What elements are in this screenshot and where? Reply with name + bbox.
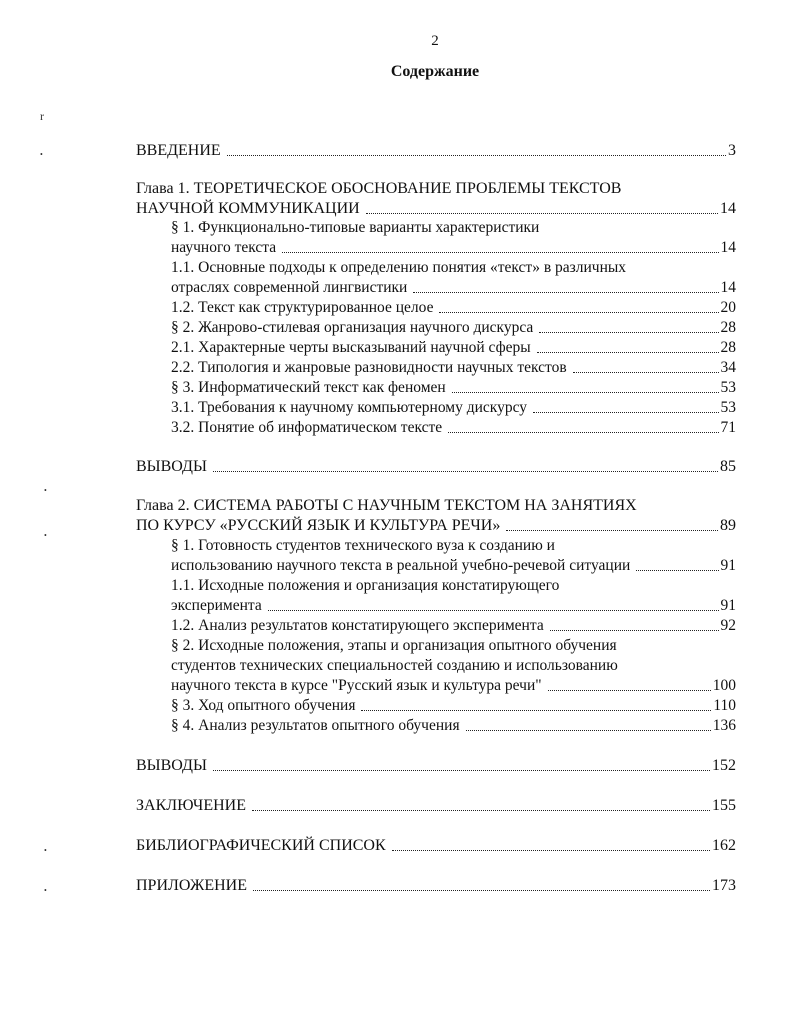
toc-entry-line — [171, 278, 736, 298]
toc-entry-line — [171, 596, 736, 616]
toc-page-number: 14 — [720, 279, 736, 296]
toc-entry-text: НАУЧНОЙ КОММУНИКАЦИИ — [136, 200, 360, 217]
margin-mark: • — [44, 486, 47, 495]
toc-entry-line — [171, 298, 736, 318]
dot-leader — [448, 432, 718, 433]
toc-page-number: 3 — [728, 142, 736, 159]
toc-page-number: 91 — [720, 557, 736, 574]
toc-entry — [171, 298, 736, 318]
toc-entry — [171, 318, 736, 338]
dot-leader — [537, 352, 719, 353]
toc-entry-line — [171, 556, 736, 576]
toc-entry — [136, 876, 736, 896]
toc-page-number: 14 — [720, 239, 736, 256]
toc-entry-text: § 1. Функционально-типовые варианты характеристики — [171, 219, 540, 236]
toc-entry-text: ВЫВОДЫ — [136, 757, 207, 774]
toc-page-number: 53 — [720, 399, 736, 416]
dot-leader — [439, 312, 718, 313]
toc-entry-line — [136, 756, 736, 776]
toc-entry — [171, 398, 736, 418]
dot-leader — [573, 372, 719, 373]
toc-entry-text: 1.2. Текст как структурированное целое — [171, 299, 434, 316]
toc-page-number: 155 — [712, 797, 736, 814]
page-number: 2 — [431, 33, 439, 49]
toc-entry-text: ПО КУРСУ «РУССКИЙ ЯЗЫК И КУЛЬТУРА РЕЧИ» — [136, 517, 501, 534]
toc-entry — [171, 418, 736, 438]
toc-entry — [171, 636, 736, 696]
toc-entry-text: ВЫВОДЫ — [136, 458, 207, 475]
toc-entry-text: отраслях современной лингвистики — [171, 279, 408, 296]
toc-page-number: 28 — [720, 319, 736, 336]
toc-entry-text: 1.1. Исходные положения и организация констатирующего — [171, 577, 560, 594]
toc-entry-line — [136, 796, 736, 816]
toc-page-number: 28 — [720, 339, 736, 356]
toc-entry-text: БИБЛИОГРАФИЧЕСКИЙ СПИСОК — [136, 837, 386, 854]
toc-entry-line — [171, 616, 736, 636]
toc-page-number: 173 — [712, 877, 736, 894]
margin-mark: r — [40, 109, 44, 123]
dot-leader — [506, 530, 718, 531]
toc-entry-line — [171, 716, 736, 736]
toc-entry-text: 2.1. Характерные черты высказываний научной сферы — [171, 339, 531, 356]
toc-entry-line — [136, 836, 736, 856]
toc-page-number: 110 — [713, 697, 736, 714]
dot-leader — [533, 412, 718, 413]
dot-leader — [539, 332, 718, 333]
toc-page-number: 152 — [712, 757, 736, 774]
toc-entry-text: научного текста в курсе "Русский язык и культура речи" — [171, 677, 542, 694]
toc-entry-line — [136, 457, 736, 477]
toc-entry-text: 3.1. Требования к научному компьютерному дискурсу — [171, 399, 528, 416]
toc-page-number: 71 — [720, 419, 736, 436]
dot-leader — [392, 850, 710, 851]
margin-mark: • — [44, 846, 47, 855]
dot-leader — [466, 730, 711, 731]
margin-mark: • — [44, 531, 47, 540]
toc-entry-text: 2.2. Типология и жанровые разновидности научных текстов — [171, 359, 567, 376]
toc-page-number: 85 — [720, 458, 736, 475]
toc-entry — [136, 756, 736, 776]
toc-entry — [136, 836, 736, 856]
toc-entry-line — [171, 696, 736, 716]
toc-entry — [171, 616, 736, 636]
dot-leader — [452, 392, 719, 393]
toc-page-number: 34 — [720, 359, 736, 376]
toc-page-number: 136 — [712, 717, 736, 734]
dot-leader — [213, 471, 718, 472]
dot-leader — [253, 890, 710, 891]
toc-entry-text: § 1. Готовность студентов технического вуза к созданию и — [171, 537, 555, 554]
dot-leader — [268, 610, 719, 611]
toc-page-number: 92 — [720, 617, 736, 634]
toc-page-number: 91 — [720, 597, 736, 614]
toc-entry-line — [171, 338, 736, 358]
dot-leader — [282, 252, 718, 253]
dot-leader — [548, 690, 711, 691]
toc-entry-text: эксперимента — [171, 597, 262, 614]
margin-mark: • — [40, 150, 43, 159]
toc-page-number: 53 — [720, 379, 736, 396]
toc-entry — [136, 179, 736, 219]
toc-title: Содержание — [390, 63, 480, 80]
toc-entry-line — [171, 676, 736, 696]
toc-page-number: 100 — [712, 677, 736, 694]
toc-entry-text: ВВЕДЕНИЕ — [136, 142, 221, 159]
toc-entry — [171, 716, 736, 736]
dot-leader — [366, 213, 718, 214]
toc-entry-text: § 3. Ход опытного обучения — [171, 697, 356, 714]
toc-entry-text: научного текста — [171, 239, 277, 256]
dot-leader — [227, 155, 726, 156]
toc-entry-line — [136, 876, 736, 896]
toc-entry — [171, 378, 736, 398]
toc-entry-text: 1.2. Анализ результатов констатирующего эксперимента — [171, 617, 544, 634]
dot-leader — [213, 770, 710, 771]
toc-entry — [171, 358, 736, 378]
toc-page-number: 89 — [720, 517, 736, 534]
toc-entry-text: использованию научного текста в реальной учебно-речевой ситуации — [171, 557, 631, 574]
toc-entry-line — [171, 418, 736, 438]
toc-entry — [171, 536, 736, 576]
toc-entry — [171, 576, 736, 616]
toc-entry — [171, 258, 736, 298]
toc-entry — [171, 218, 736, 258]
toc-entry-text: § 2. Исходные положения, этапы и организация опытного обучения — [171, 637, 617, 654]
toc-entry-text: Глава 1. ТЕОРЕТИЧЕСКОЕ ОБОСНОВАНИЕ ПРОБЛЕМЫ ТЕКСТОВ — [136, 180, 622, 197]
toc-entry-line — [171, 318, 736, 338]
toc-page-number: 14 — [720, 200, 736, 217]
toc-entry-line — [171, 398, 736, 418]
toc-entry-text: 1.1. Основные подходы к определению понятия «текст» в различных — [171, 259, 627, 276]
toc-entry — [136, 496, 736, 536]
toc-entry-line — [171, 238, 736, 258]
dot-leader — [361, 710, 711, 711]
toc-entry-text: студентов технических специальностей созданию и использованию — [171, 657, 618, 674]
toc-entry-line — [136, 516, 736, 536]
toc-entry-text: 3.2. Понятие об информатическом тексте — [171, 419, 443, 436]
toc-page-number: 20 — [720, 299, 736, 316]
toc-entry-line — [171, 358, 736, 378]
dot-leader — [550, 630, 719, 631]
toc-entry — [136, 796, 736, 816]
toc-entry-text: ПРИЛОЖЕНИЕ — [136, 877, 248, 894]
toc-entry-text: Глава 2. СИСТЕМА РАБОТЫ С НАУЧНЫМ ТЕКСТОМ НА ЗАНЯТИЯХ — [136, 497, 637, 514]
toc-entry — [171, 338, 736, 358]
toc-entry-text: § 2. Жанрово-стилевая организация научного дискурса — [171, 319, 534, 336]
toc-entry-line — [171, 378, 736, 398]
toc-entry-text: ЗАКЛЮЧЕНИЕ — [136, 797, 246, 814]
toc-entry-line — [136, 141, 736, 161]
toc-entry-line — [136, 199, 736, 219]
dot-leader — [413, 292, 718, 293]
toc-entry — [136, 141, 736, 161]
toc-entry — [171, 696, 736, 716]
margin-mark: • — [44, 886, 47, 895]
toc-entry-text: § 4. Анализ результатов опытного обучения — [171, 717, 460, 734]
dot-leader — [636, 570, 718, 571]
toc-entry-text: § 3. Информатический текст как феномен — [171, 379, 446, 396]
dot-leader — [252, 810, 710, 811]
toc-page-number: 162 — [712, 837, 736, 854]
toc-entry — [136, 457, 736, 477]
